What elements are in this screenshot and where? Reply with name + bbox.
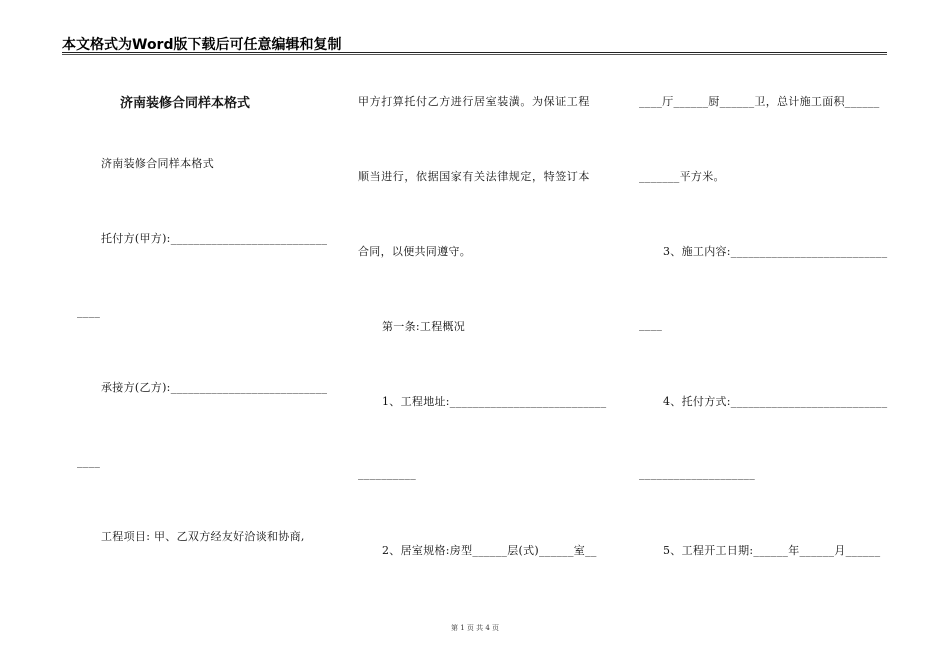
col3-line-1: ____厅______厨______卫，总计施工面积______	[639, 95, 880, 108]
header-divider-secondary	[62, 54, 887, 55]
document-title: 济南装修合同样本格式	[120, 96, 251, 111]
col2-line-3: 合同，以便共同遵守。	[358, 245, 471, 258]
header-divider	[62, 52, 887, 53]
col1-line-client: 托付方(甲方):___________________________	[101, 232, 328, 245]
col2-line-2: 顺当进行，依据国家有关法律规定，特签订本	[358, 170, 590, 183]
col2-line-1: 甲方打算托付乙方进行居室装潢。为保证工程	[358, 95, 590, 108]
col1-line-client-cont: ____	[77, 305, 101, 318]
col3-line-scope: 3、施工内容:___________________________	[663, 245, 888, 258]
col3-line-method: 4、托付方式:___________________________	[663, 395, 888, 408]
col3-line-scope-cont: ____	[639, 318, 663, 331]
col3-line-method-cont: ____________________	[639, 467, 755, 480]
col3-line-start-date: 5、工程开工日期:______年______月______	[663, 544, 881, 557]
document-banner: 本文格式为Word版下载后可任意编辑和复制	[62, 37, 342, 53]
col1-line-contractor: 承接方(乙方):___________________________	[101, 381, 328, 394]
col1-line-project: 工程项目: 甲、乙双方经友好洽谈和协商,	[101, 530, 305, 543]
col2-section-heading: 第一条:工程概况	[382, 320, 466, 333]
col1-line-contractor-cont: ____	[77, 455, 101, 468]
page-number: 第 1 页 共 4 页	[450, 624, 500, 632]
col1-line-subtitle: 济南装修合同样本格式	[101, 157, 214, 170]
col2-line-address: 1、工程地址:___________________________	[382, 395, 607, 408]
col2-line-room-spec: 2、居室规格:房型______层(式)______室__	[382, 544, 597, 557]
col2-line-address-cont: __________	[358, 467, 416, 480]
col3-line-2: _______平方米。	[639, 170, 725, 183]
